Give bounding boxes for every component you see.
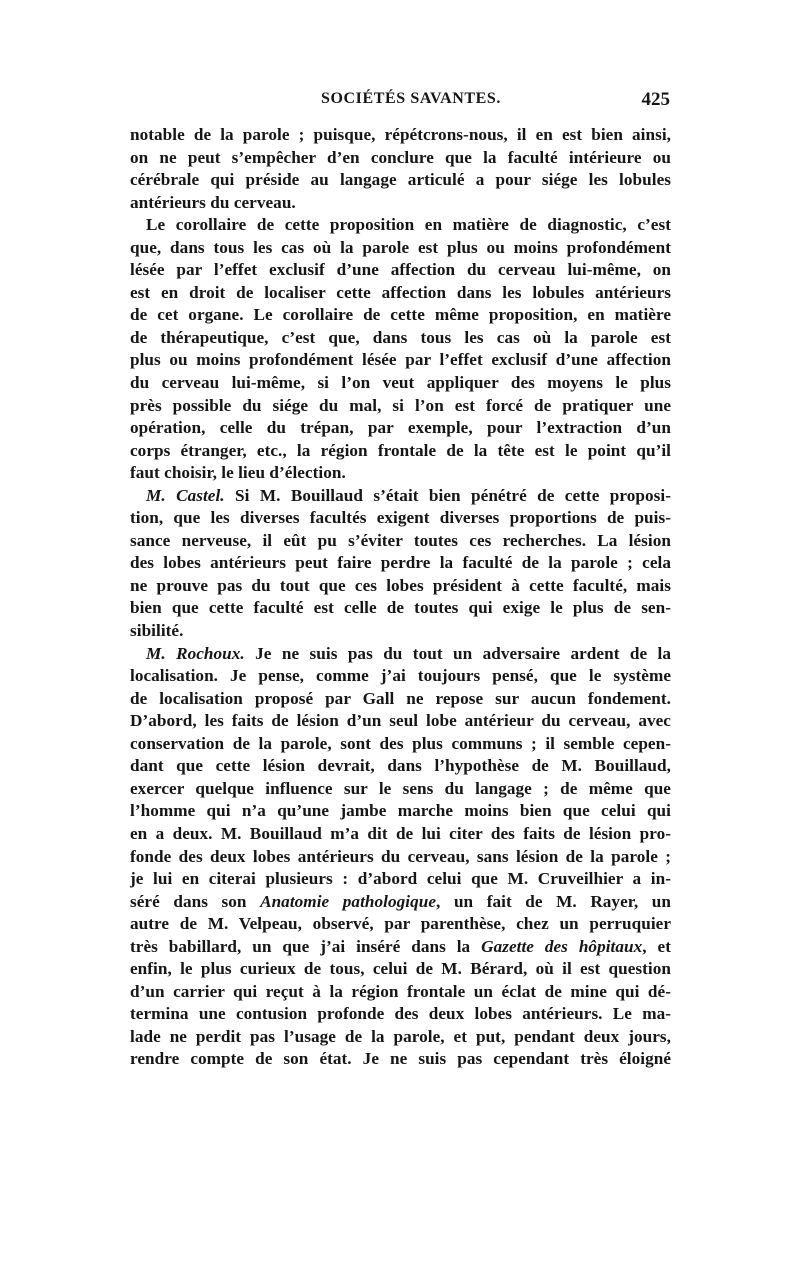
text-line: de localisation proposé par Gall ne repose sur aucun fondement. — [130, 688, 671, 708]
text-line: autre de M. Velpeau, observé, par parenthèse, chez un perruquier — [130, 914, 671, 934]
line-segment: Je ne suis pas du tout un adversaire ardent de la — [255, 643, 671, 663]
running-head — [132, 90, 670, 114]
text-line: l’homme qui n’a qu’une jambe marche moins bien que celui qui — [130, 801, 671, 821]
text-line: cérébrale qui préside au langage articulé a pour siége les lobules — [130, 170, 671, 190]
text-line: fonde des deux lobes antérieurs du cerveau, sans lésion de la parole ; — [130, 846, 671, 866]
text-line: de cet organe. Le corollaire de cette même proposition, en matière — [130, 305, 671, 325]
speaker-name: M. Rochoux. — [146, 643, 245, 663]
text-line: termina une contusion profonde des deux lobes antérieurs. Le ma- — [130, 1004, 671, 1024]
text-line: lade ne perdit pas l’usage de la parole, et put, pendant deux jours, — [130, 1026, 671, 1046]
line-segment: très babillard, un que j’ai inséré dans la — [130, 936, 471, 956]
text-line: enfin, le plus curieux de tous, celui de M. Bérard, où il est question — [130, 959, 671, 979]
text-line: corps étranger, etc., la région frontale de la tête est le point qu’il — [130, 440, 671, 460]
text-line: près possible du siége du mal, si l’on est forcé de pratiquer une — [130, 395, 671, 415]
text-line: que, dans tous les cas où la parole est plus ou moins profondément — [130, 237, 671, 257]
text-line: bien que cette faculté est celle de toutes qui exige le plus de sen- — [130, 598, 671, 618]
journal-title: Gazette des hôpitaux — [481, 936, 643, 956]
text-line: on ne peut s’empêcher d’en conclure que la faculté intérieure ou — [130, 147, 671, 167]
text-line: faut choisir, le lieu d’élection. — [130, 463, 346, 483]
text-line: en a deux. M. Bouillaud m’a dit de lui citer des faits de lésion pro- — [130, 823, 671, 843]
text-line: plus ou moins profondément lésée par l’effet exclusif d’une affection — [130, 350, 671, 370]
text-line — [130, 936, 671, 959]
text-line — [130, 485, 671, 508]
text-line: localisation. Je pense, comme j’ai toujours pensé, que le système — [130, 666, 671, 686]
text-line — [130, 891, 671, 914]
text-line: ne prouve pas du tout que ces lobes président à cette faculté, mais — [130, 575, 671, 595]
text-line: est en droit de localiser cette affection dans les lobules antérieurs — [130, 282, 671, 302]
line-segment: , un fait de M. Rayer, un — [436, 891, 671, 911]
text-line: Le corollaire de cette proposition en matière de diagnostic, c’est — [146, 215, 671, 235]
body-text — [130, 124, 671, 1071]
text-line — [130, 643, 671, 666]
text-line: opération, celle du trépan, par exemple, pour l’extraction d’un — [130, 418, 671, 438]
text-line: lésée par l’effet exclusif d’une affection du cerveau lui-même, on — [130, 260, 671, 280]
text-line: d’un carrier qui reçut à la région frontale un éclat de mine qui dé- — [130, 981, 671, 1001]
text-line: rendre compte de son état. Je ne suis pas cependant très éloigné — [130, 1049, 671, 1069]
book-title: Anatomie pathologique — [260, 891, 437, 911]
text-line: conservation de la parole, sont des plus communs ; il semble cepen- — [130, 733, 671, 753]
text-line: de thérapeutique, c’est que, dans tous les cas où la parole est — [130, 327, 671, 347]
text-line: notable de la parole ; puisque, répétcrons-nous, il en est bien ainsi, — [130, 125, 671, 144]
text-line: je lui en citerai plusieurs : d’abord celui que M. Cruveilhier a in- — [130, 869, 671, 889]
speaker-name: M. Castel. — [146, 485, 225, 505]
text-line: des lobes antérieurs peut faire perdre la faculté de la parole ; cela — [130, 553, 671, 573]
line-segment: , et — [642, 936, 671, 956]
running-title: SOCIÉTÉS SAVANTES. — [320, 90, 502, 107]
text-line: dant que cette lésion devrait, dans l’hypothèse de M. Bouillaud, — [130, 756, 671, 776]
text-line: D’abord, les faits de lésion d’un seul lobe antérieur du cerveau, avec — [130, 711, 671, 731]
text-line: antérieurs du cerveau. — [130, 192, 296, 212]
text-line: exercer quelque influence sur le sens du langage ; de même que — [130, 778, 671, 798]
line-segment: Si M. Bouillaud s’était bien pénétré de cette proposi- — [235, 485, 671, 505]
text-line: tion, que les diverses facultés exigent diverses proportions de puis- — [130, 508, 671, 528]
page-number: 425 — [641, 89, 670, 110]
text-line: du cerveau lui-même, si l’on veut appliquer des moyens le plus — [130, 373, 671, 393]
text-line: sibilité. — [130, 621, 184, 641]
line-segment: séré dans son — [130, 891, 247, 911]
text-line: sance nerveuse, il eût pu s’éviter toutes ces recherches. La lésion — [130, 530, 671, 550]
